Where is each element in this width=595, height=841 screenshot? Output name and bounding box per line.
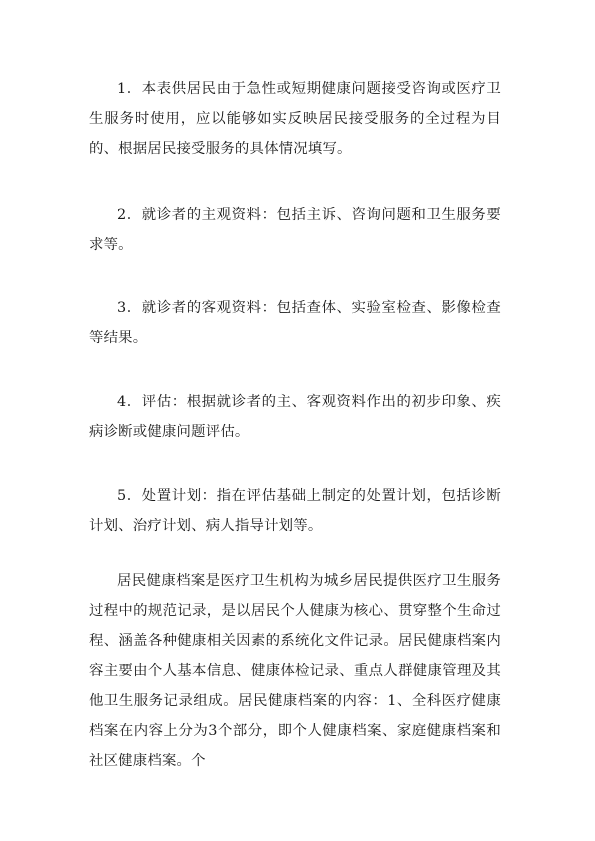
instruction-paragraph-3: 3．就诊者的客观资料：包括查体、实验室检查、影像检查等结果。 (89, 300, 501, 346)
instruction-paragraph-1: 1．本表供居民由于急性或短期健康问题接受咨询或医疗卫生服务时使用，应以能够如实反映居民接受服务的全过程为目的、根据居民接受服务的具体情况填写。 (89, 81, 501, 157)
instruction-paragraph-4: 4．评估：根据就诊者的主、客观资料作出的初步印象、疾病诊断或健康问题评估。 (89, 394, 501, 440)
body-paragraph-health-records: 居民健康档案是医疗卫生机构为城乡居民提供医疗卫生服务过程中的规范记录，是以居民个人健康为核心、贯穿整个生命过程、涵盖各种健康相关因素的系统化文件记录。居民健康档案内容主要由个人基本信息、健康体检记录、重点人群健康管理及其他卫生服务记录组成。居民健康档案的内容：1、全科医疗健康档案在内容上分为3个部分，即个人健康档案、家庭健康档案和社区健康档案。个 (89, 573, 501, 769)
instruction-paragraph-2: 2．就诊者的主观资料：包括主诉、咨询问题和卫生服务要求等。 (89, 207, 501, 253)
instruction-paragraph-5: 5．处置计划：指在评估基础上制定的处置计划，包括诊断计划、治疗计划、病人指导计划等。 (89, 488, 501, 534)
